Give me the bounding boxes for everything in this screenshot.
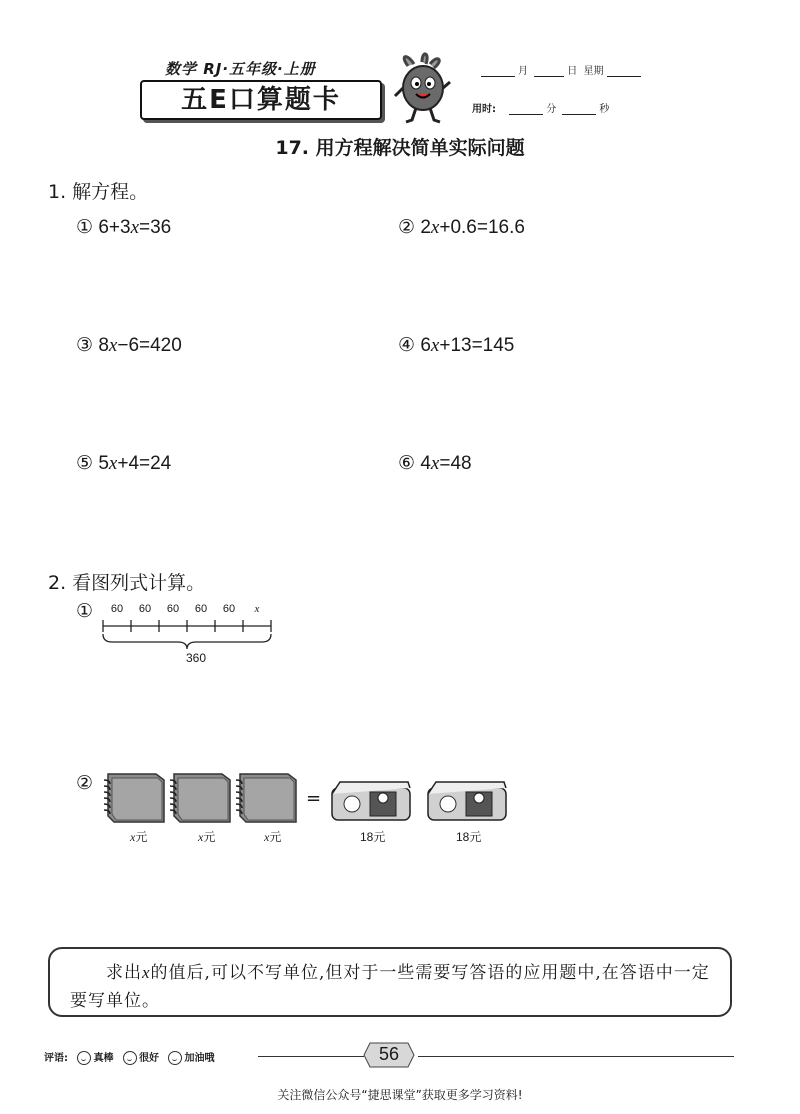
mascot-icon: [392, 50, 454, 126]
smiley-icon: [168, 1051, 182, 1065]
divider: [258, 1056, 364, 1057]
pencil-case-price: 18元: [360, 830, 386, 844]
notebook-icon: [232, 772, 300, 824]
day-label: 日: [567, 66, 578, 77]
equation-6: ⑥ 4x=48: [398, 453, 472, 474]
equals-sign: =: [306, 788, 322, 809]
equation-3: ③ 8x−6=420: [76, 335, 182, 356]
tip-box: 求出x的值后,可以不写单位,但对于一些需要写答语的应用题中,在答语中一定要写单位。: [48, 947, 732, 1017]
question-1-title: 1. 解方程。: [48, 181, 149, 203]
minutes-label: 分: [546, 104, 557, 115]
footer-note: 关注微信公众号“捷思课堂”获取更多学习资料!: [277, 1088, 523, 1102]
pencil-case-price: 18元: [456, 830, 482, 844]
equation-2: ② 2x+0.6=16.6: [398, 217, 525, 238]
card-title: 五E口算题卡: [140, 80, 382, 120]
equation-5: ⑤ 5x+4=24: [76, 453, 172, 474]
smiley-icon: [123, 1051, 137, 1065]
pencil-case-icon: [330, 780, 414, 824]
segment-label: 60: [138, 603, 152, 615]
part-2-number: ②: [76, 773, 94, 794]
segment-total: 360: [185, 651, 207, 665]
seconds-label: 秒: [599, 104, 610, 115]
date-line: [478, 62, 644, 77]
time-label: 用时:: [472, 104, 496, 115]
equation-1: ① 6+3x=36: [76, 217, 172, 238]
lesson-title: 17. 用方程解决简单实际问题: [275, 137, 525, 159]
segment-diagram: [98, 616, 278, 656]
equation-4: ④ 6x+13=145: [398, 335, 515, 356]
segment-label: 60: [110, 603, 124, 615]
notebook-icon: [166, 772, 234, 824]
pencil-case-icon: [426, 780, 510, 824]
rating-bar: 评语: 真棒 很好 加油哦: [44, 1053, 215, 1064]
divider: [418, 1056, 734, 1057]
notebook-price: x元: [130, 830, 148, 844]
segment-label-unknown: x: [254, 603, 260, 615]
part-1-number: ①: [76, 601, 94, 622]
page-number: 56: [378, 1044, 400, 1064]
subject-grade-line: 数学 RJ·五年级·上册: [165, 60, 316, 78]
rating-label: 评语:: [44, 1053, 68, 1064]
question-2-title: 2. 看图列式计算。: [48, 572, 206, 594]
month-label: 月: [518, 66, 528, 77]
time-line: [472, 100, 609, 115]
notebook-price: x元: [264, 830, 282, 844]
segment-label: 60: [194, 603, 208, 615]
segment-label: 60: [166, 603, 180, 615]
week-label: 星期: [583, 66, 604, 77]
smiley-icon: [77, 1051, 91, 1065]
segment-label: 60: [222, 603, 236, 615]
notebook-icon: [100, 772, 168, 824]
notebook-price: x元: [198, 830, 216, 844]
